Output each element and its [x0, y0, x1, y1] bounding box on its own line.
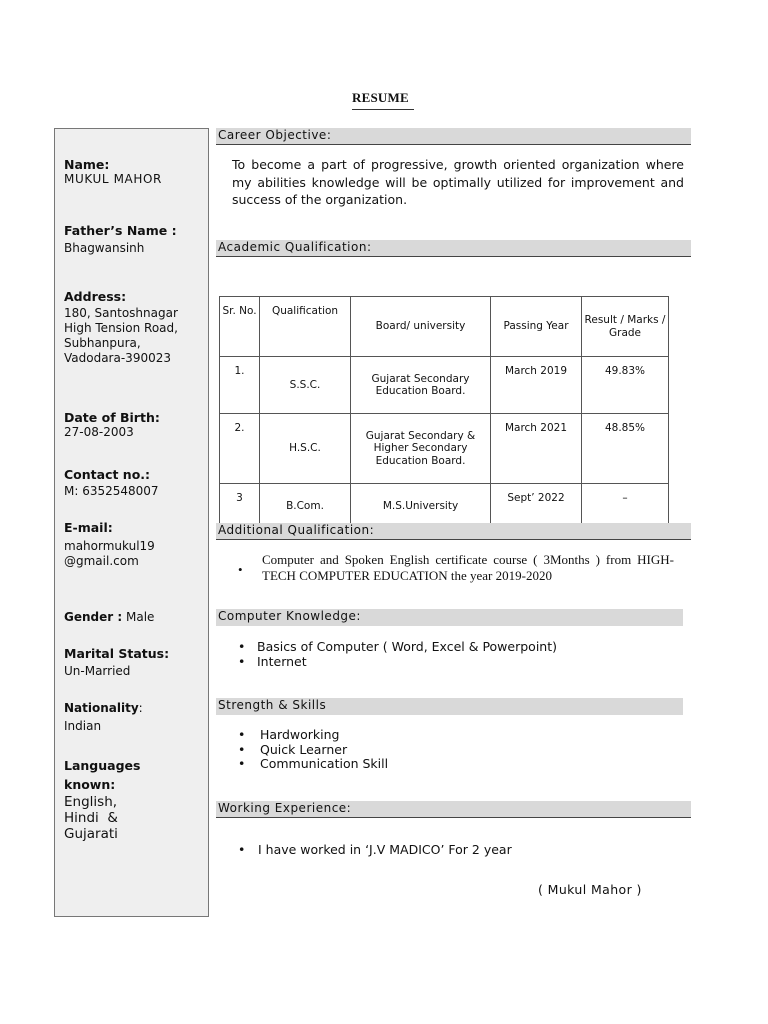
email-line: mahormukul19	[64, 539, 155, 553]
nationality-colon: :	[138, 701, 143, 715]
cell-board: M.S.University	[351, 484, 491, 529]
cell-qualification: H.S.C.	[260, 414, 351, 484]
working-experience-heading: Working Experience:	[216, 801, 691, 818]
address-line: 180, Santoshnagar	[64, 306, 178, 320]
cell-year: March 2019	[491, 357, 582, 414]
nationality-block	[64, 701, 143, 734]
languages-label: known:	[64, 777, 116, 792]
header-result: Result / Marks / Grade	[582, 297, 669, 357]
list-item: • Basics of Computer ( Word, Excel & Powerpoint)	[238, 640, 557, 655]
cell-board: Gujarat Secondary & Higher Secondary Education Board.	[351, 414, 491, 484]
father-value: Bhagwansinh	[64, 241, 145, 255]
cell-sr: 1.	[220, 357, 260, 414]
list-item: • Communication Skill	[238, 757, 388, 772]
header-qualification: Qualification	[260, 297, 351, 357]
language-item: Gujarati	[64, 826, 118, 842]
dob-block	[64, 410, 160, 440]
table-header-row	[220, 297, 669, 357]
academic-qualification-heading: Academic Qualification:	[216, 240, 691, 257]
name-block	[64, 157, 162, 187]
list-item: • Quick Learner	[238, 743, 388, 758]
title-underline	[352, 109, 414, 110]
address-block	[64, 289, 178, 366]
contact-label: Contact no.:	[64, 467, 151, 482]
signature: ( Mukul Mahor )	[538, 882, 642, 897]
name-label: Name:	[64, 157, 110, 172]
father-label: Father’s Name :	[64, 223, 177, 238]
computer-knowledge-heading: Computer Knowledge:	[216, 609, 683, 626]
dob-label: Date of Birth:	[64, 410, 160, 425]
cell-result: 49.83%	[582, 357, 669, 414]
career-objective-heading: Career Objective:	[216, 128, 691, 145]
career-objective-text: To become a part of progressive, growth oriented organization where my abilities knowledge will be optimally utilized for improvement and success of the organization.	[232, 157, 684, 207]
email-block	[64, 520, 155, 569]
list-item: • I have worked in ‘J.V MADICO’ For 2 year	[238, 843, 512, 858]
address-label: Address:	[64, 289, 127, 304]
computer-knowledge-list	[238, 640, 557, 669]
cell-qualification: S.S.C.	[260, 357, 351, 414]
dob-value: 27-08-2003	[64, 425, 134, 439]
contact-value: M: 6352548007	[64, 484, 159, 498]
cell-sr: 2.	[220, 414, 260, 484]
list-item: • Computer and Spoken English certificate course ( 3Months ) from HIGH-TECH COMPUTER EDUCATION the year 2019-2020	[238, 552, 674, 584]
language-item: Hindi &	[64, 810, 118, 826]
header-year: Passing Year	[491, 297, 582, 357]
resume-title: RESUME	[352, 90, 409, 105]
cell-sr: 3	[220, 484, 260, 529]
name-value: MUKUL MAHOR	[64, 172, 162, 186]
personal-details-sidebar	[54, 128, 209, 917]
cell-qualification: B.Com.	[260, 484, 351, 529]
contact-block	[64, 467, 159, 499]
experience-list	[238, 843, 512, 858]
academic-table	[219, 296, 669, 529]
additional-list	[238, 552, 674, 584]
list-item: • Internet	[238, 655, 557, 670]
address-line: High Tension Road,	[64, 321, 178, 335]
cell-result: 48.85%	[582, 414, 669, 484]
email-line: @gmail.com	[64, 554, 139, 568]
languages-label: Languages	[64, 758, 141, 773]
table-row	[220, 357, 669, 414]
cell-year: March 2021	[491, 414, 582, 484]
table-row	[220, 414, 669, 484]
list-item: • Hardworking	[238, 728, 388, 743]
language-item: English,	[64, 794, 118, 810]
address-line: Subhanpura,	[64, 336, 141, 350]
additional-qualification-heading: Additional Qualification:	[216, 523, 691, 540]
nationality-value: Indian	[64, 719, 102, 733]
languages-block	[64, 756, 140, 842]
father-block	[64, 223, 177, 256]
marital-value: Un-Married	[64, 664, 131, 678]
marital-block	[64, 646, 169, 679]
address-line: Vadodara-390023	[64, 351, 171, 365]
header-sr: Sr. No.	[220, 297, 260, 357]
email-label: E-mail:	[64, 520, 113, 535]
gender-block	[64, 610, 154, 625]
cell-board: Gujarat Secondary Education Board.	[351, 357, 491, 414]
gender-label: Gender :	[64, 610, 123, 624]
skills-list	[238, 728, 388, 772]
cell-year: Sept’ 2022	[491, 484, 582, 529]
cell-result: –	[582, 484, 669, 529]
header-board: Board/ university	[351, 297, 491, 357]
strength-skills-heading: Strength & Skills	[216, 698, 683, 715]
nationality-label: Nationality	[64, 701, 139, 715]
marital-label: Marital Status:	[64, 646, 170, 661]
table-row	[220, 484, 669, 529]
gender-value: Male	[125, 610, 155, 624]
